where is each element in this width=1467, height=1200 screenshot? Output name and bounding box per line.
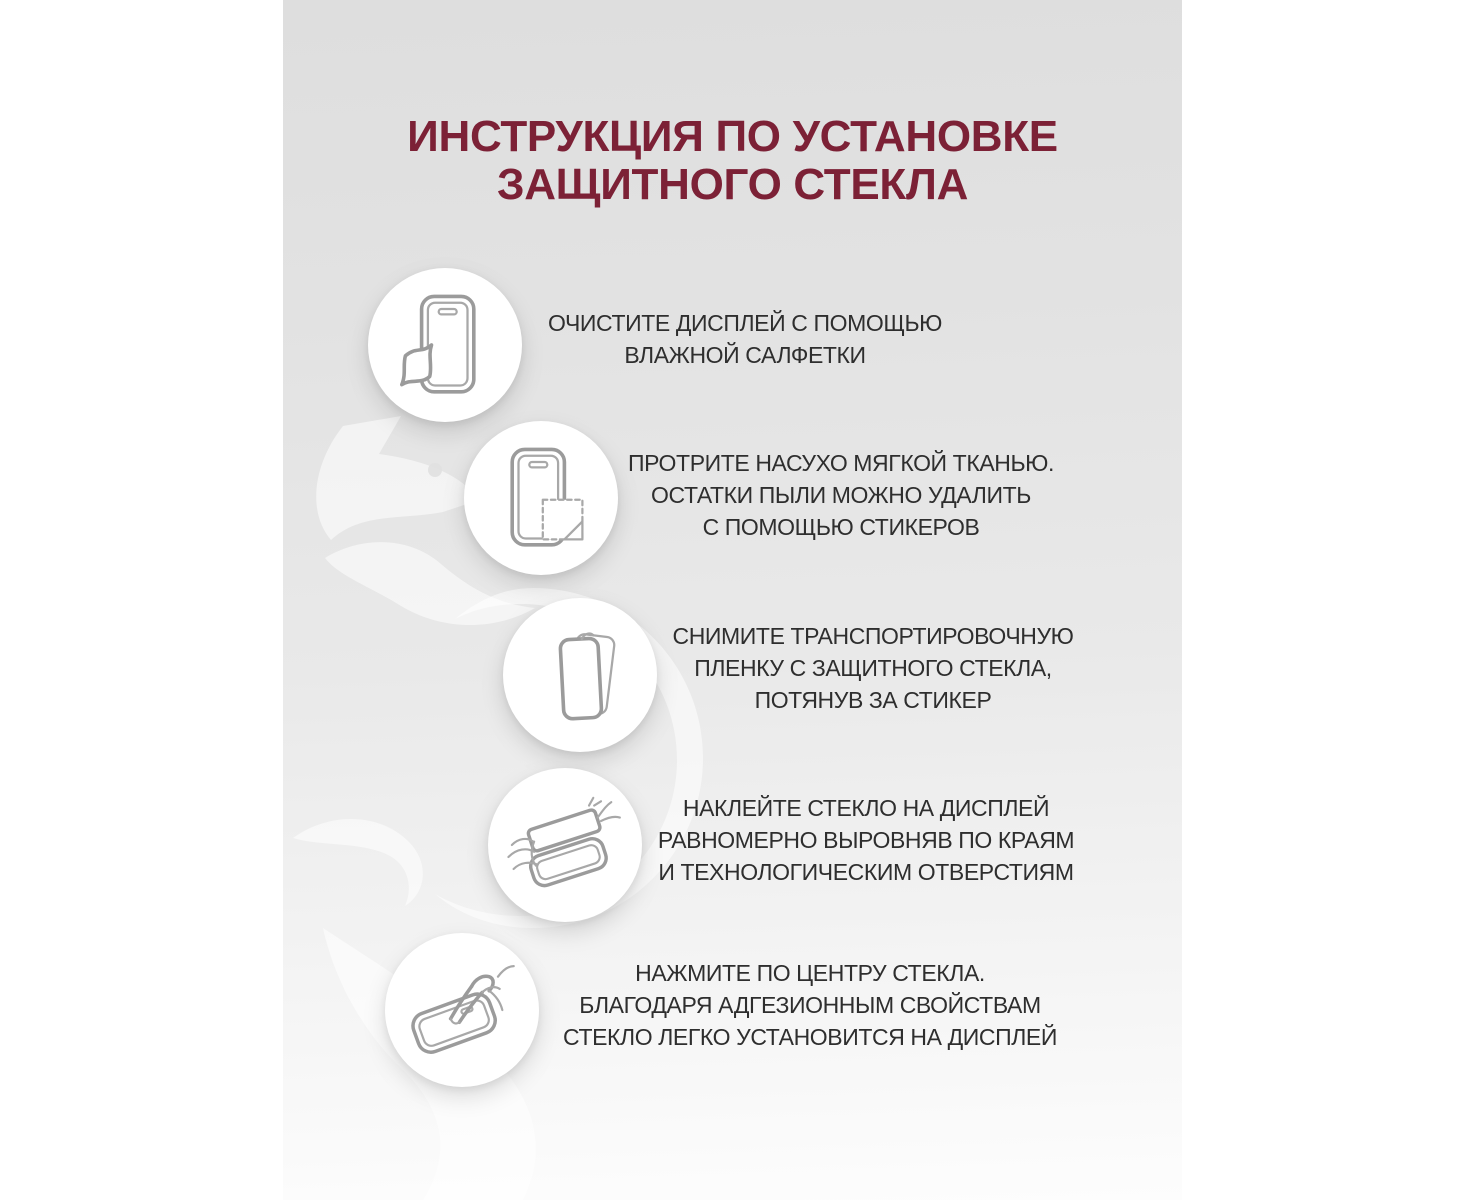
page-title-line-1: ИНСТРУКЦИЯ ПО УСТАНОВКЕ — [407, 112, 1058, 161]
step-4-line-3: И ТЕХНОЛОГИЧЕСКИМ ОТВЕРСТИЯМ — [658, 859, 1074, 885]
step-3-line-2: ПЛЕНКУ С ЗАЩИТНОГО СТЕКЛА, — [694, 655, 1052, 681]
step-1-line-2: ВЛАЖНОЙ САЛФЕТКИ — [624, 342, 866, 368]
step-3-text — [573, 620, 1173, 716]
press-center-finger-icon — [405, 957, 519, 1063]
step-3-line-3: ПОТЯНУВ ЗА СТИКЕР — [754, 687, 992, 713]
page-title — [283, 113, 1182, 209]
step-5-line-3: СТЕКЛО ЛЕГКО УСТАНОВИТСЯ НА ДИСПЛЕЙ — [563, 1024, 1057, 1050]
step-4-line-1: НАКЛЕЙТЕ СТЕКЛО НА ДИСПЛЕЙ — [682, 795, 1050, 821]
page-title-line-2: ЗАЩИТНОГО СТЕКЛА — [496, 160, 969, 209]
step-5-line-1: НАЖМИТЕ ПО ЦЕНТРУ СТЕКЛА. — [635, 960, 985, 986]
step-4-text — [566, 792, 1166, 888]
step-2-line-2: ОСТАТКИ ПЫЛИ МОЖНО УДАЛИТЬ — [651, 482, 1031, 508]
step-1-line-1: ОЧИСТИТЕ ДИСПЛЕЙ С ПОМОЩЬЮ — [547, 310, 943, 336]
step-2-text — [541, 447, 1141, 543]
step-5-text — [510, 957, 1110, 1053]
step-5-line-2: БЛАГОДАРЯ АДГЕЗИОННЫМ СВОЙСТВАМ — [579, 992, 1041, 1018]
step-1-text — [445, 307, 1045, 371]
step-3-line-1: СНИМИТЕ ТРАНСПОРТИРОВОЧНУЮ — [672, 623, 1074, 649]
step-2-line-3: С ПОМОЩЬЮ СТИКЕРОВ — [702, 514, 980, 540]
step-4-line-2: РАВНОМЕРНО ВЫРОВНЯВ ПО КРАЯМ — [657, 827, 1075, 853]
step-2-line-1: ПРОТРИТЕ НАСУХО МЯГКОЙ ТКАНЬЮ. — [627, 450, 1054, 476]
